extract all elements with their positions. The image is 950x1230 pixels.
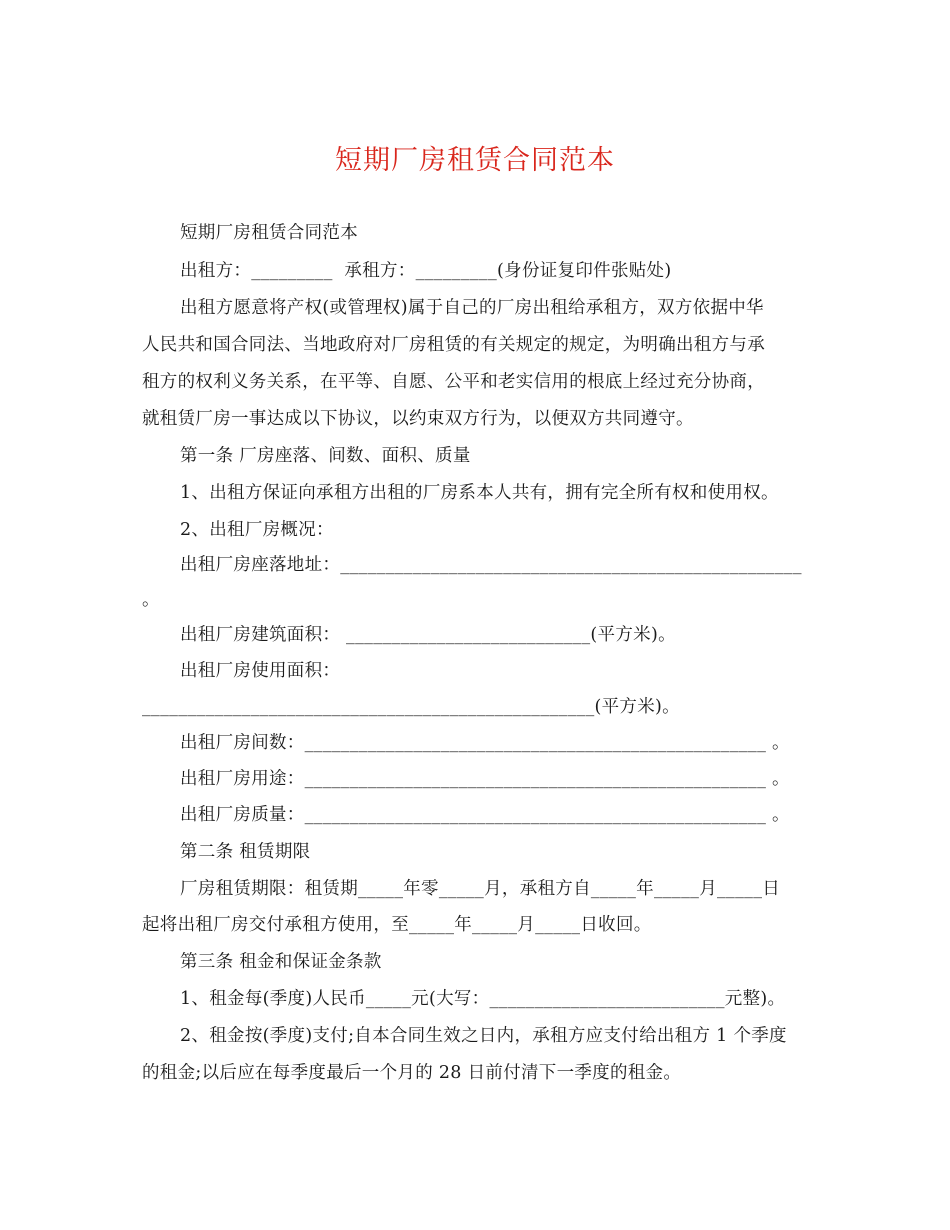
article-1-heading: 第一条 厂房座落、间数、面积、质量 bbox=[180, 446, 471, 466]
page-title: 短期厂房租赁合同范本 bbox=[335, 145, 615, 176]
field-building-area: 出租厂房建筑面积： ___________________________(平方米)。 bbox=[180, 625, 676, 645]
preamble-line-4: 就租赁厂房一事达成以下协议，以约束双方行为，以便双方共同遵守。 bbox=[142, 409, 694, 429]
field-rooms: 出租厂房间数：___________________________________________________ 。 bbox=[180, 733, 790, 753]
article-3-heading: 第三条 租金和保证金条款 bbox=[180, 952, 382, 972]
clause-3-1: 1、租金每(季度)人民币_____元(大写：__________________________元整)。 bbox=[180, 989, 786, 1009]
clause-1-2: 2、出租厂房概况： bbox=[180, 520, 334, 540]
clause-1-1: 1、出租方保证向承租方出租的厂房系本人共有，拥有完全所有权和使用权。 bbox=[180, 483, 779, 503]
doc-heading: 短期厂房租赁合同范本 bbox=[180, 223, 358, 243]
field-usable-area-label: 出租厂房使用面积： bbox=[180, 661, 341, 681]
lease-term-line-2: 起将出租厂房交付承租方使用，至_____年_____月_____日收回。 bbox=[142, 915, 652, 935]
preamble-line-1: 出租方愿意将产权(或管理权)属于自己的厂房出租给承租方，双方依据中华 bbox=[180, 298, 764, 318]
preamble-line-2: 人民共和国合同法、当地政府对厂房租赁的有关规定的规定，为明确出租方与承 bbox=[142, 335, 765, 355]
field-address: 出租厂房座落地址：___________________________________________________ bbox=[180, 555, 802, 575]
clause-3-2-line-1: 2、租金按(季度)支付;自本合同生效之日内，承租方应支付给出租方 1 个季度 bbox=[180, 1026, 787, 1046]
field-quality: 出租厂房质量：___________________________________________________ 。 bbox=[180, 805, 790, 825]
parties-line: 出租方：_________ 承租方：_________(身份证复印件张贴处) bbox=[180, 261, 672, 281]
field-address-end: 。 bbox=[142, 590, 160, 610]
field-usage: 出租厂房用途：___________________________________________________ 。 bbox=[180, 769, 790, 789]
clause-3-2-line-2: 的租金;以后应在每季度最后一个月的 28 日前付清下一季度的租金。 bbox=[142, 1063, 682, 1083]
lease-term-line-1: 厂房租赁期限：租赁期_____年零_____月，承租方自_____年_____月_____日 bbox=[180, 879, 781, 899]
article-2-heading: 第二条 租赁期限 bbox=[180, 842, 311, 862]
preamble-line-3: 租方的权利义务关系，在平等、自愿、公平和老实信用的根底上经过充分协商， bbox=[142, 372, 765, 392]
field-usable-area: __________________________________________________(平方米)。 bbox=[142, 697, 680, 717]
